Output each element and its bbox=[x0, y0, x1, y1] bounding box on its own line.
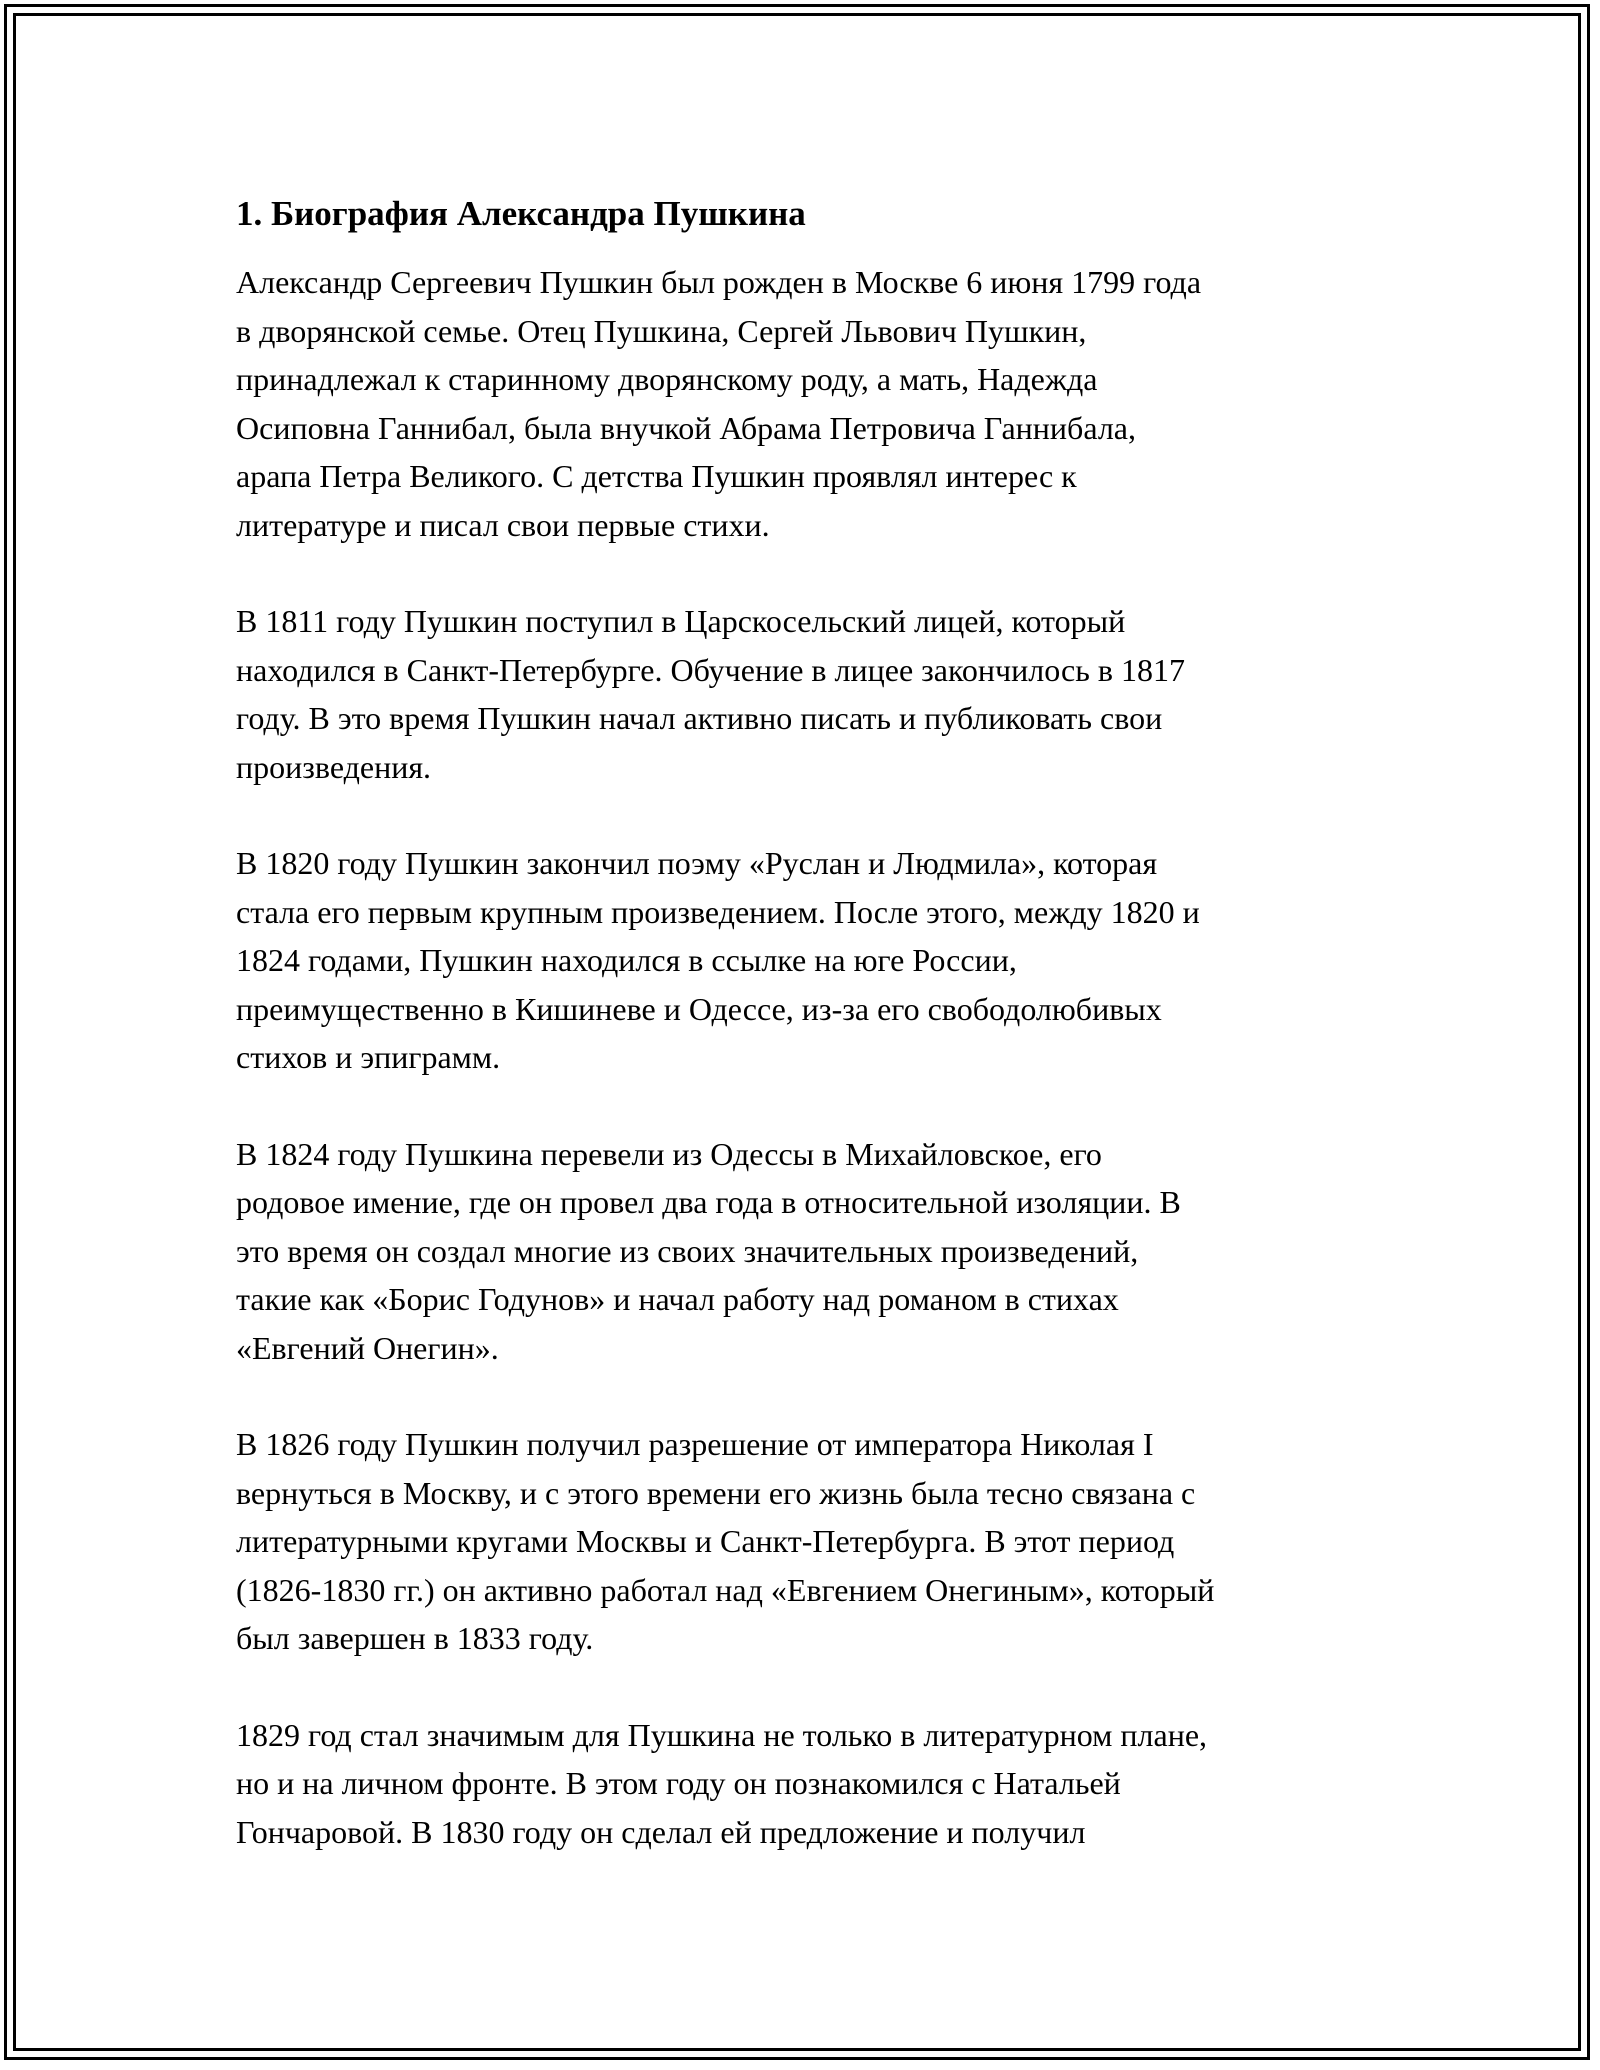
text-line: был завершен в 1833 году. bbox=[236, 1620, 594, 1656]
document-body bbox=[236, 190, 1376, 1856]
text-line: вернуться в Москву, и с этого времени его жизнь была тесно связана с bbox=[236, 1474, 1196, 1511]
paragraph-mikhailovskoye bbox=[236, 1130, 1376, 1373]
paragraph-return-to-moscow bbox=[236, 1420, 1376, 1663]
text-line: В 1820 году Пушкин закончил поэму «Руслан и Людмила», которая bbox=[236, 845, 1158, 881]
text-line: году. В это время Пушкин начал активно писать и публиковать свои bbox=[236, 700, 1163, 736]
paragraph-lyceum bbox=[236, 597, 1376, 791]
text-line: Гончаровой. В 1830 году он сделал ей предложение и получил bbox=[236, 1813, 1086, 1850]
text-line: такие как «Борис Годунов» и начал работу над романом в стихах bbox=[236, 1281, 1119, 1317]
text-line: стала его первым крупным произведением. После этого, между 1820 и bbox=[236, 893, 1200, 930]
text-line: литературными кругами Москвы и Санкт-Петербурга. В этот период bbox=[236, 1523, 1175, 1559]
text-line: 1824 годами, Пушкин находился в ссылке на юге России, bbox=[236, 942, 1017, 978]
text-line: литературе и писал свои первые стихи. bbox=[236, 506, 770, 543]
paragraph-early-life bbox=[236, 258, 1376, 549]
text-line: арапа Петра Великого. С детства Пушкин проявлял интерес к bbox=[236, 458, 1077, 494]
text-line: находился в Санкт-Петербурге. Обучение в лицее закончилось в 1817 bbox=[236, 651, 1185, 688]
text-line: В 1811 году Пушкин поступил в Царскосельский лицей, который bbox=[236, 603, 1126, 639]
text-line: 1829 год стал значимым для Пушкина не только в литературном плане, bbox=[236, 1716, 1208, 1753]
text-line: В 1826 году Пушкин получил разрешение от императора Николая I bbox=[236, 1426, 1154, 1462]
text-line: родовое имение, где он провел два года в относительной изоляции. В bbox=[236, 1184, 1181, 1220]
text-line: Осиповна Ганнибал, была внучкой Абрама Петровича Ганнибала, bbox=[236, 409, 1136, 446]
text-line: (1826-1830 гг.) он активно работал над «Евгением Онегиным», который bbox=[236, 1571, 1215, 1608]
text-line: это время он создал многие из своих значительных произведений, bbox=[236, 1232, 1139, 1269]
text-line: в дворянской семье. Отец Пушкина, Сергей Львович Пушкин, bbox=[236, 312, 1087, 349]
text-line: Александр Сергеевич Пушкин был рожден в Москве 6 июня 1799 года bbox=[236, 264, 1202, 300]
paragraph-southern-exile bbox=[236, 839, 1376, 1082]
text-line: стихов и эпиграмм. bbox=[236, 1039, 501, 1075]
text-line: принадлежал к старинному дворянскому роду, а мать, Надежда bbox=[236, 361, 1098, 397]
text-line: В 1824 году Пушкина перевели из Одессы в Михайловское, его bbox=[236, 1135, 1102, 1172]
text-line: «Евгений Онегин». bbox=[236, 1329, 499, 1366]
text-line: но и на личном фронте. В этом году он познакомился с Натальей bbox=[236, 1765, 1121, 1801]
section-heading: 1. Биография Александра Пушкина bbox=[236, 194, 806, 233]
text-line: преимущественно в Кишиневе и Одессе, из-за его свободолюбивых bbox=[236, 990, 1162, 1027]
paragraph-1829 bbox=[236, 1711, 1376, 1857]
text-line: произведения. bbox=[236, 748, 432, 785]
